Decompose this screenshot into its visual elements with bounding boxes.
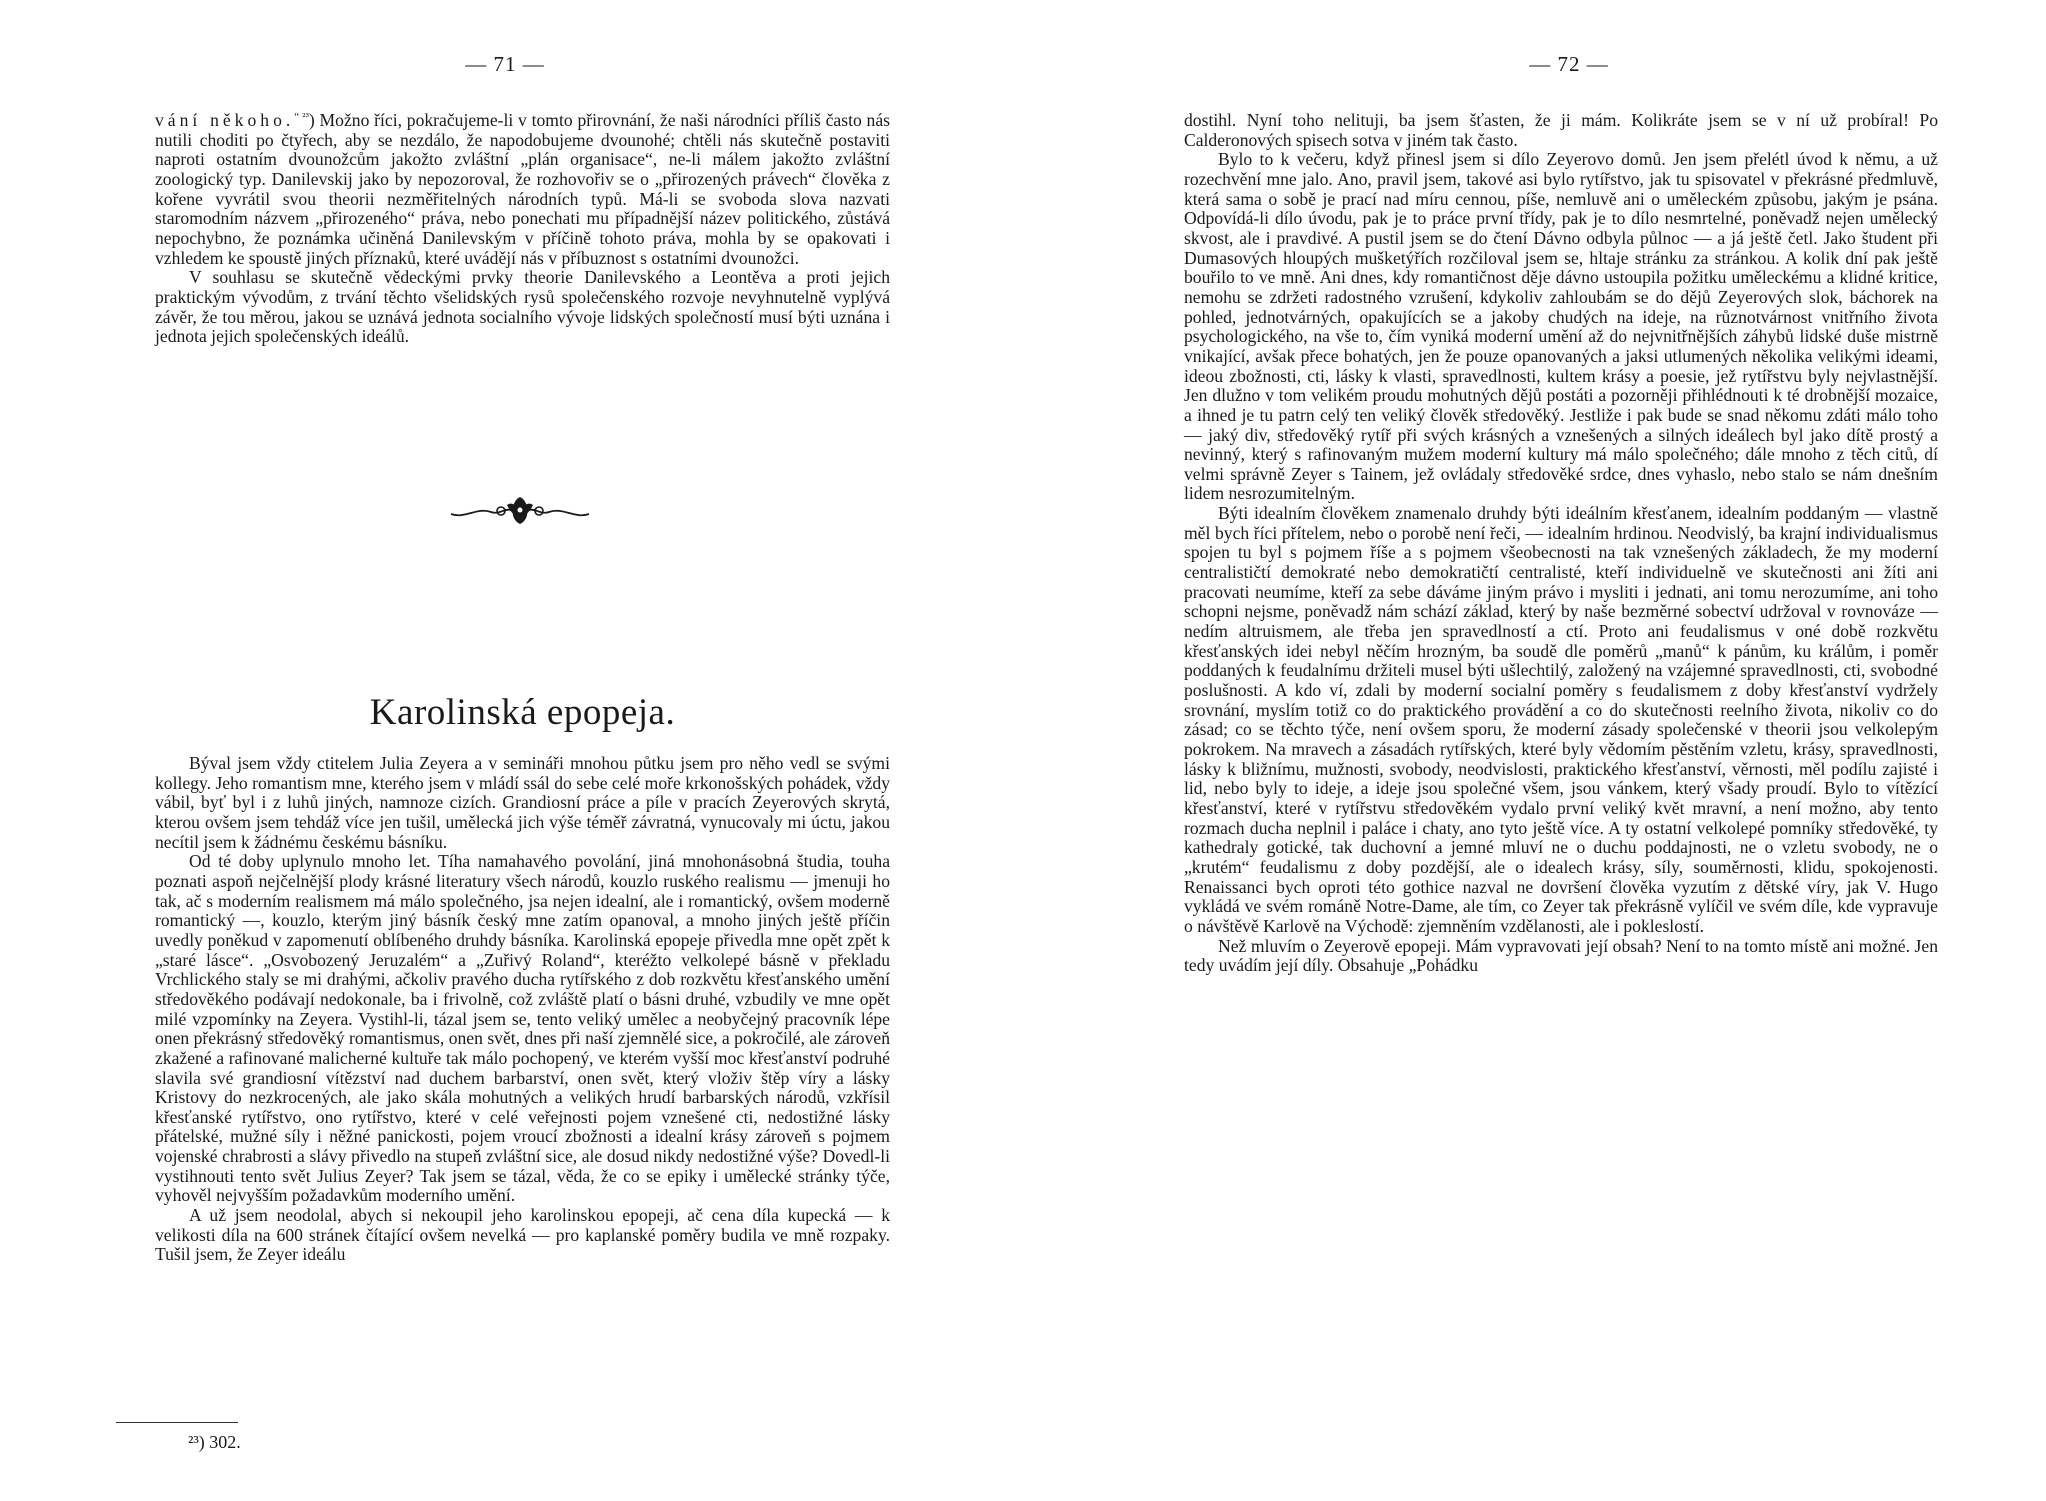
text-column-bottom [155, 754, 890, 1265]
paragraph [155, 111, 890, 268]
paragraph: Než mluvím o Zeyerově epopeji. Mám vypravovati její obsah? Není to na tomto místě ani možné. Jen tedy uvádím její díly. Obsahuje „Pohádku [1184, 935, 1938, 976]
paragraph: Bylo to k večeru, když přinesl jsem si dílo Zeyerovo domů. Jen jsem přelétl úvod k němu, a už rozechvění mne jalo. Ano, pravil jsem, takové asi bylo rytířstvo, jak tu spisovatel v překrásné předmluvě, která sama o sobě je prací nad míru cennou, píše, nemluvě ani o uměleckém způsobu, jakým je psána. Odpovídá-li dílo úvodu, pak je to práce první třídy, pak je to dílo nesmrtelné, poněvadž nejen umělecký skvost, ale i pravdivé. A pustil jsem se do čtení Dávno odbyla půlnoc — a já ještě četl. Jako študent při Dumasových hloupých mušketýřích rozčiloval jsem se, hltaje stránku za stránkou. A kolik dní pak ještě bouřilo to ve mně. Ani dnes, kdy romantičnost děje dávno ustoupila požitku uměleckému a klidné kritice, nemohu se zdržeti radostného vzrušení, kdykoliv zahloubám se do dějů Zeyerových slok, báchorek na pohled, jednotvárných, opakujících se a jakoby chudých na ideje, na různotvárnost vnitřního života psychologického, na vše to, čím vyniká moderní umění až do nejvnitřnějších záhybů lidské duše mistrně vnikající, avšak přece bohatých, jen že pouze opanovaných a jaksi utlumených několika velikými ideami, ideou zbožnosti, cti, lásky k vlasti, spravedlnosti, kultem krásy a poesie, jež rytířstvu byly nejvlastnější. Jen dlužno v tom velikém proudu mohutných dějů postáti a pozorněji přihlédnouti k té drobnější mozaice, a ihned je tu patrn celý ten veliký člověk středověký. Jestliže i pak bude se snad někomu zdáti málo toho — jaký div, středověký rytíř při svých krásných a vznešených a silných ideálech byl jako dítě prostý a nevinný, který s rafinovaným mužem moderní kultury má málo společného; dále mnoho z těch citů, dí velmi správně Zeyer s Tainem, jež ovládaly středověké srdce, dnes vyhaslo, nebo stalo se nám dnešním lidem nesrozumitelným. [1184, 149, 1938, 504]
ornament-divider-icon [445, 489, 595, 529]
text-column-top [155, 111, 890, 347]
paragraph: dostihl. Nyní toho nelituji, ba jsem šťasten, že ji mám. Kolikráte jsem se v ní už probíral! Po Calderonových spisech sotva v jiném tak často. [1184, 110, 1938, 150]
paragraph-text: ) Možno říci, pokračujeme-li v tomto přirovnání, že naši národníci příliš často nás nutili choditi po čtyřech, aby se nezdálo, že napodobujeme dvounohé; chtěli nás skutečně postaviti naproti ostatním dvounožcům jakožto zvláštní „plán organisace“, ne-li málem jakožto zvláštní zoologický typ. Danilevskij jako by nepozoroval, že rozhovořiv se o „přirozených právech“ člověka z kořene vyvrátil svou theorii nezměřitelných národních typů. Má-li se svoboda slova nazvati staromodním názvem „přirozeného“ práva, nebo ponechati mu případnější název politického, zůstává nepochybno, že poznámka učiněná Danilevským v příčině tohoto práva, mohla by se opakovati i vzhledem ke spoustě jiných příznaků, které uvádějí nás v příbuznost s ostatními dvounožci. [155, 110, 890, 268]
page-number: — 71 — [465, 52, 545, 76]
footnote-reference[interactable]: “ ²³ [294, 111, 309, 123]
paragraph: A už jsem neodolal, abych si nekoupil jeho karolinskou epopeji, ač cena díla kupecká — k velikosti díla na 600 stránek čítající ovšem nevelká — pro kaplanské poměry budila ve mně rozpaky. Tušil jsem, že Zeyer ideálu [155, 1205, 890, 1265]
paragraph: Býti idealním člověkem znamenalo druhdy býti ideálním křesťanem, idealním poddaným — vlastně měl bych říci přítelem, nebo o porobě není řeči, — idealním hrdinou. Neodvislý, ba krajní individualismus spojen tu byl s pojmem říše a s pojmem všeobecnosti na tak vznešených základech, že my moderní centralističtí demokraté nebo demokratičtí centralisté, kteří individuelně ve skutečnosti ani žíti ani pracovati neumíme, kteří za sebe dáváme jiným právo i mysliti i jednati, ani tomu nerozumíme, ani toho schopni nejsme, poněvadž nám schází základ, který by naše bezměrné sobectví udržoval v rovnováze — nedím altruismem, ale třeba jen spravedlností a ctí. Proto ani feudalismus v oné době rozkvětu křesťanských idei nebyl něčím hrozným, ba soudě dle poměrů „manů“ k pánům, ku králům, i poměr poddaných k feudalnímu držiteli musel býti ušlechtilý, založený na vzájemné spravedlnosti, cti, svobodné poslušnosti. A kdo ví, zdali by moderní socialní poměry s feudalismem z doby křesťanství vydržely srovnání, myslím totiž co do praktického provádění a co do skutečnosti reelního života, nikoliv co do zásad; co se těchto týče, není ovšem sporu, že moderní zásady společenské v theorii jsou velkolepým pokrokem. Na mravech a zásadách rytířských, které byly vědomím pěstěním vzletu, krásy, spravedlnosti, lásky k bližnímu, mužnosti, svobody, neodvislosti, praktického křesťanství, věrnosti, měl podílu zajisté i lid, nebo byly to ideje, a ideje jsou společné všem, jsou vánkem, který všady proudí. Bylo to vítězící křesťanství, které v rytířstvu středověkém vydalo první veliký květ mravní, a není možno, aby tento rozmach ducha neplnil i paláce i chaty, ano tyto ještě více. A ty ostatní velkolepé pomníky středověké, ty kathedraly gotické, tak duchovní a jemné mluví ne o duchu poddajnosti, ne o vzletu svobody, ne o „krutém“ feudalismu z doby pozdější, ale o idealech krásy, síly, souměrnosti, klidu, spokojenosti. Renaissanci bych oproti této gothice nazval ne dovršení člověka vyzutím z dětské víry, jak V. Hugo vykládá ve svém románě Notre-Dame, ale tím, co Zeyer tak překrásně vylíčil ve svém díle, kde vypravuje o návštěvě Karlově na Východě: zjemněním vzdělanosti, ale i pokleslostí. [1184, 503, 1938, 936]
paragraph: V souhlasu se skutečně vědeckými prvky theorie Danilevského a Leontěva a proti jejich praktickým vývodům, z trvání těchto všelidských rysů společenského rozvoje nevyhnutelně vyplývá závěr, že tou měrou, jakou se uznává jednota socialního vývoje lidských společností musí býti uznána i jednota jejich společenských ideálů. [155, 267, 890, 347]
paragraph: Býval jsem vždy ctitelem Julia Zeyera a v semináři mnohou půtku jsem pro něho vedl se svými kollegy. Jeho romantism mne, kterého jsem v mládí ssál do sebe celé moře krkonošských pohádek, vždy vábil, byť byl i z luhů jiných, namnoze cizích. Grandiosní práce a píle v pracích Zeyerových skrytá, kterou ovšem jsem tehdáž více jen tušil, umělecká jich výše téměř závratná, vynucovaly mi úctu, jakou necítil jsem k žádnému českému básníku. [155, 753, 890, 852]
emphasized-text: vání někoho. [155, 110, 295, 130]
footnote: ²³) 302. [188, 1432, 241, 1452]
right-page [1023, 0, 2046, 1501]
text-column [1184, 111, 1938, 976]
paragraph: Od té doby uplynulo mnoho let. Tíha namahavého povolání, jiná mnohonásobná študia, touha poznati aspoň nejčelnější plody krásné literatury všech národů, kouzlo ruského realismu — jmenuji ho tak, ač s moderním realismem má málo společného, jsa nejen idealní, ale i romantický, ovšem moderně romantický —, kouzlo, kterým jiný básník český mne zatím opanoval, a mnoho jiných ještě příčin uvedly poněkud v zapomenutí oblíbeného druhdy básníka. Karolinská epopeje přivedla mne opět zpět k „staré lásce“. „Osvobozený Jeruzalém“ a „Zuřivý Roland“, kteréžto velkolepé básně v překladu Vrchlického staly se mi drahými, ačkoliv pravého ducha rytířského z dob rozkvětu křesťanského umění středověkého podávají nedokonale, ba i frivolně, což zvláště platí o básni druhé, vzbudily ve mne opět milé vzpomínky na Zeyera. Vystihl-li, tázal jsem se, tento veliký umělec a neobyčejný pracovník lépe onen překrásný středověký romantismus, onen svět, dnes při naší zjemnělé sice, a pokročilé, ale zároveň zkažené a rafinované malicherné kultuře tak málo pochopený, ve kterém vyšší moc křesťanství podruhé slavila své grandiosní vítězství nad duchem barbarství, onen svět, který vloživ štěp víry a lásky Kristovy do nezkrocených, ale jako skála mohutných a velikých hrudí barbarských národů, vzkřísil křesťanské rytířstvo, ono rytířstvo, které v celé veřejnosti pojem vznešené cti, nedostižné lásky přátelské, mužné síly i něžné panickosti, pojem vroucí zbožnosti a idealní krásy zároveň s pojmem vojenské chrabrosti a slávy přivedlo na stupeň zvláštní sice, ale dosud nikdy nedostižné výše? Dovedl-li vystihnouti tento svět Julius Zeyer? Tak jsem se tázal, věda, že co se epiky i umělecké stránky týče, vyhověl nejvyšším požadavkům moderního umění. [155, 851, 890, 1206]
footnote-separator [116, 1422, 238, 1423]
page-number: — 72 — [1529, 52, 1609, 76]
chapter-title: Karolinská epopeja. [369, 692, 676, 733]
